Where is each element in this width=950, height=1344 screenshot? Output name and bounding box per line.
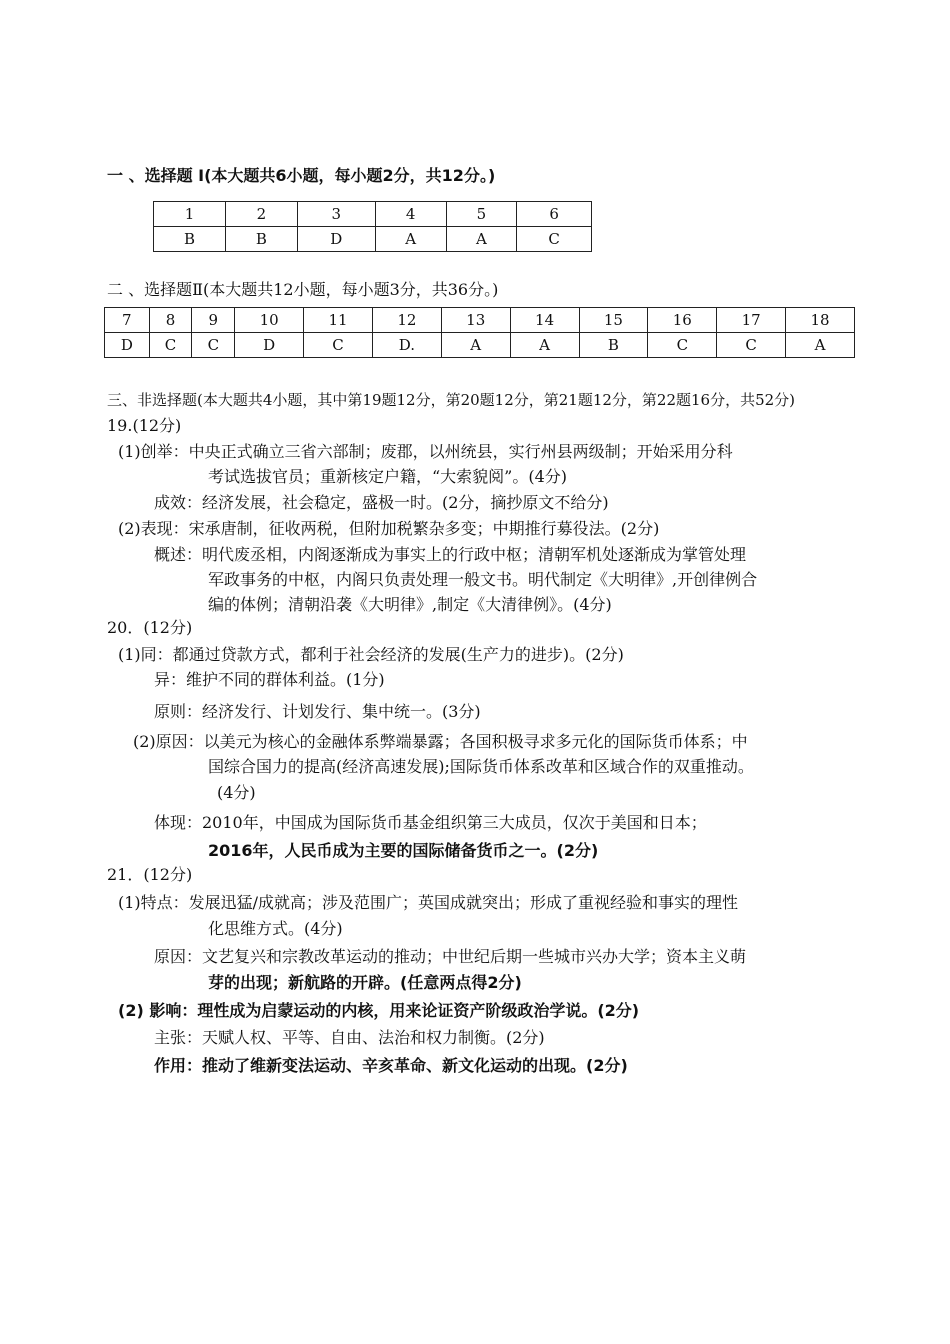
q20-title: 20．(12分)	[107, 618, 193, 637]
question-number: 16	[648, 308, 717, 333]
q20-part1-line: (1)同：都通过贷款方式，都利于社会经济的发展(生产力的进步)。(2分)	[118, 645, 624, 664]
question-number: 3	[297, 202, 375, 227]
answer-cell: A	[786, 333, 855, 358]
q21-part1-line: (1)特点：发展迅猛/成就高；涉及范围广；英国成就突出；形成了重视经验和事实的理性	[118, 893, 739, 912]
question-number: 18	[786, 308, 855, 333]
q19-part2-line: 编的体例；清朝沿袭《大明律》,制定《大清律例》。(4分)	[208, 595, 612, 614]
question-number: 2	[225, 202, 297, 227]
section1-answer-table	[153, 201, 592, 252]
answer-cell: D	[235, 333, 304, 358]
answer-cell: C	[192, 333, 235, 358]
q19-part2-line: 军政事务的中枢，内阁只负责处理一般文书。明代制定《大明律》,开创律例合	[208, 570, 758, 589]
question-number: 1	[154, 202, 226, 227]
table-row	[105, 308, 855, 333]
question-number: 15	[579, 308, 648, 333]
answer-cell: A	[446, 227, 517, 252]
q19-part1-line: 成效：经济发展，社会稳定，盛极一时。(2分，摘抄原文不给分)	[154, 493, 609, 512]
q19-part1-line: (1)创举：中央正式确立三省六部制；废郡，以州统县，实行州县两级制；开始采用分科	[118, 442, 733, 461]
question-number: 4	[375, 202, 446, 227]
question-number: 5	[446, 202, 517, 227]
question-number: 12	[372, 308, 441, 333]
answer-cell: B	[579, 333, 648, 358]
q20-part2-line: 国综合国力的提高(经济高速发展);国际货币体系改革和区域合作的双重推动。	[208, 757, 754, 776]
question-number: 13	[441, 308, 510, 333]
question-number: 6	[517, 202, 592, 227]
q20-part2-line: 2016年，人民币成为主要的国际储备货币之一。(2分)	[208, 841, 599, 860]
q21-part2-line: 作用：推动了维新变法运动、辛亥革命、新文化运动的出现。(2分)	[154, 1056, 628, 1075]
answer-cell: A	[441, 333, 510, 358]
answer-cell: A	[375, 227, 446, 252]
question-number: 11	[304, 308, 373, 333]
q21-part1-line: 芽的出现；新航路的开辟。(任意两点得2分)	[208, 973, 522, 992]
section1-heading: 一 、选择题 Ⅰ(本大题共6小题，每小题2分，共12分。)	[107, 166, 496, 185]
q21-part2-line: 主张：天赋人权、平等、自由、法治和权力制衡。(2分)	[154, 1028, 545, 1047]
q21-part1-line: 化思维方式。(4分)	[208, 919, 343, 938]
question-number: 17	[717, 308, 786, 333]
q21-part2-line: (2) 影响：理性成为启蒙运动的内核，用来论证资产阶级政治学说。(2分)	[118, 1001, 640, 1020]
question-number: 8	[149, 308, 192, 333]
answer-cell: A	[510, 333, 579, 358]
answer-cell: C	[717, 333, 786, 358]
question-number: 9	[192, 308, 235, 333]
answer-cell: C	[304, 333, 373, 358]
q20-part1-line: 原则：经济发行、计划发行、集中统一。(3分)	[154, 702, 481, 721]
section2-heading: 二 、选择题Ⅱ(本大题共12小题，每小题3分，共36分。)	[107, 280, 499, 299]
table-row	[154, 227, 592, 252]
answer-cell: D	[297, 227, 375, 252]
q19-title: 19.(12分)	[107, 416, 182, 435]
section2-answer-table	[104, 307, 855, 358]
q21-title: 21．(12分)	[107, 865, 193, 884]
answer-cell: D	[105, 333, 150, 358]
q19-part2-line: 概述：明代废丞相，内阁逐渐成为事实上的行政中枢；清朝军机处逐渐成为掌管处理	[154, 545, 747, 564]
q21-part1-line: 原因：文艺复兴和宗教改革运动的推动；中世纪后期一些城市兴办大学；资本主义萌	[154, 947, 747, 966]
q19-part1-line: 考试选拔官员；重新核定户籍，“大索貌阅”。(4分)	[208, 467, 568, 486]
question-number: 7	[105, 308, 150, 333]
answer-cell: B	[225, 227, 297, 252]
question-number: 14	[510, 308, 579, 333]
answer-cell: C	[648, 333, 717, 358]
q20-part2-line: (4分)	[217, 783, 256, 802]
section3-heading: 三、非选择题(本大题共4小题，其中第19题12分，第20题12分，第21题12分，第22题16分，共52分)	[107, 391, 796, 409]
answer-cell: D.	[372, 333, 441, 358]
answer-cell: B	[154, 227, 226, 252]
answer-cell: C	[517, 227, 592, 252]
question-number: 10	[235, 308, 304, 333]
table-row	[105, 333, 855, 358]
q20-part2-line: (2)原因：以美元为核心的金融体系弊端暴露；各国积极寻求多元化的国际货币体系；中	[133, 732, 748, 751]
table-row	[154, 202, 592, 227]
q20-part2-line: 体现：2010年，中国成为国际货币基金组织第三大成员，仅次于美国和日本；	[154, 813, 707, 832]
q19-part2-line: (2)表现：宋承唐制，征收两税，但附加税繁杂多变；中期推行募役法。(2分)	[118, 519, 660, 538]
answer-cell: C	[149, 333, 192, 358]
q20-part1-line: 异：维护不同的群体利益。(1分)	[154, 670, 385, 689]
